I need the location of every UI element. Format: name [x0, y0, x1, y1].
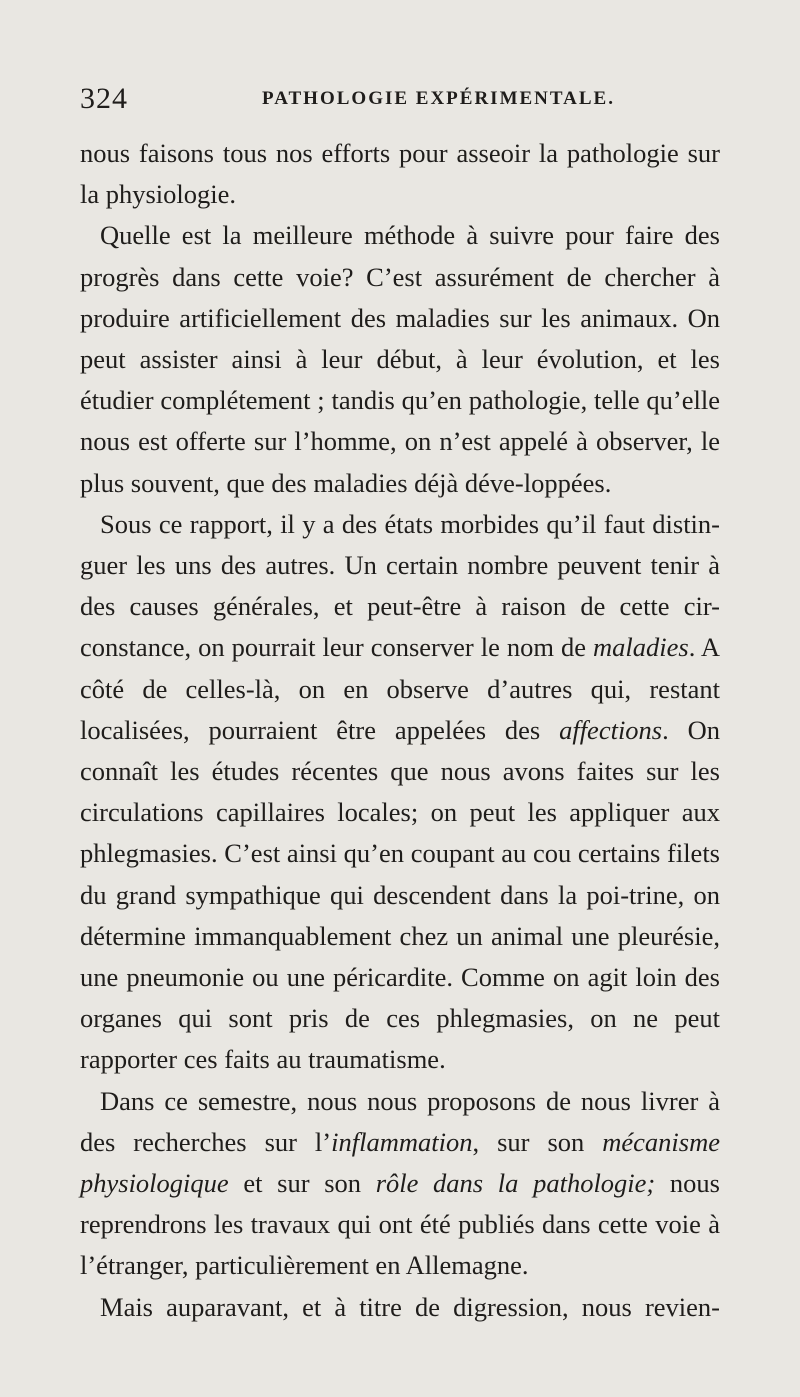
text-segment: Sous ce rapport, il y a des états morbides qu’il faut distin-guer les uns des autres. Un certain nombre peuvent tenir à des causes générales, et peut-être à raison de cette cir-constance, on pourrait leur conserver le nom de: [80, 508, 720, 663]
text-segment: Dans ce semestre, nous nous proposons de nous livrer à des recherches sur l’: [80, 1085, 720, 1157]
paragraph-1: [80, 133, 720, 215]
text-segment: et sur son: [228, 1168, 376, 1199]
page-header: [80, 82, 720, 122]
text-segment: , sur son: [472, 1126, 603, 1157]
text-segment: Quelle est la meilleure méthode à suivre pour faire des progrès dans cette voie? C’est assurément de chercher à produire artificiellement des maladies sur les animaux. On peut assister ainsi à leur début, à leur évolution, et les étudier complétement ; tandis qu’en pathologie, telle qu’elle nous est offerte sur l’homme, on n’est appelé à observer, le plus souvent, que des maladies déjà déve-loppées.: [80, 220, 720, 498]
text-segment: . A côté de celles-là, on en observe d’autres qui, restant localisées, pourraient être appelées des: [80, 632, 720, 745]
italic-term-affections: affections: [559, 714, 663, 745]
text-segment: nous faisons tous nos efforts pour asseoir la pathologie sur la physiologie.: [80, 138, 720, 210]
text-segment: Mais auparavant, et à titre de digression, nous revien-: [100, 1291, 720, 1322]
italic-term-maladies: maladies: [593, 632, 689, 663]
italic-term-inflammation: inflammation: [331, 1126, 473, 1157]
italic-term-mecanisme: mécanisme physiologique: [80, 1126, 720, 1199]
body-text: [80, 133, 720, 1328]
italic-term-role: rôle dans la pathologie;: [375, 1168, 656, 1199]
paragraph-5: [80, 1287, 720, 1328]
running-head: PATHOLOGIE EXPÉRIMENTALE.: [262, 88, 615, 109]
text-segment: . On connaît les études récentes que nous avons faites sur les circulations capillaires locales; on peut les appliquer aux phlegmasies. C’est ainsi qu’en coupant au cou certains filets du grand sympathique qui descendent dans la poi-trine, on détermine immanquablement chez un animal une pleurésie, une pneumonie ou une péricardite. Comme on agit loin des organes qui sont pris de ces phlegmasies, on ne peut rapporter ces faits au traumatisme.: [80, 714, 720, 1075]
paragraph-2: [80, 215, 720, 503]
paragraph-3: [80, 504, 720, 1081]
page-number: 324: [80, 82, 128, 115]
paragraph-4: [80, 1081, 720, 1287]
text-segment: nous reprendrons les travaux qui ont été publiés dans cette voie à l’étranger, particulièrement en Allemagne.: [80, 1168, 720, 1281]
